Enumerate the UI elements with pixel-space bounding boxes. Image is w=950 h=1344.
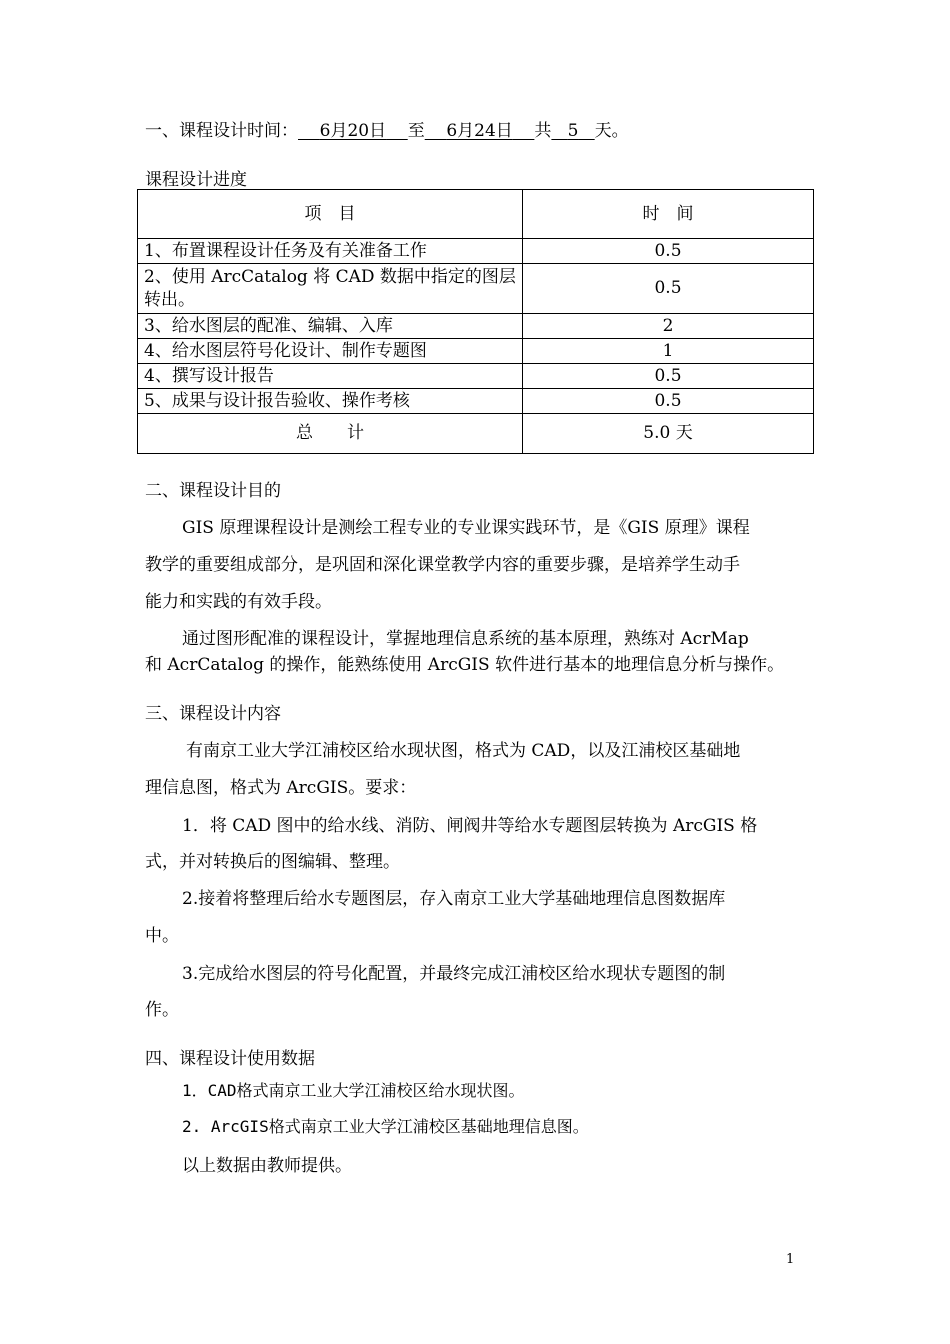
table-cell-item: 2、使用 ArcCatalog 将 CAD 数据中指定的图层转出。 [138, 264, 523, 314]
table-cell-item: 1、布置课程设计任务及有关准备工作 [138, 239, 523, 264]
table-cell-time: 0.5 [523, 389, 814, 414]
table-cell-item: 4、给水图层符号化设计、制作专题图 [138, 339, 523, 364]
schedule-days: 5 [567, 121, 579, 141]
table-cell-item: 5、成果与设计报告验收、操作考核 [138, 389, 523, 414]
table-cell-time: 0.5 [523, 364, 814, 389]
table-cell-item: 4、撰写设计报告 [138, 364, 523, 389]
data-source-note: 以上数据由教师提供。 [182, 1156, 352, 1176]
schedule-prefix: 一、课程设计时间： [145, 121, 298, 141]
data-item: 1．CAD格式南京工业大学江浦校区给水现状图。 [182, 1081, 525, 1100]
table-cell-item: 3、给水图层的配准、编辑、入库 [138, 314, 523, 339]
table-total-label: 总 计 [138, 414, 523, 454]
table-header-time: 时 间 [523, 190, 814, 239]
section3-intro-line: 理信息图，格式为 ArcGIS。要求： [145, 778, 417, 798]
progress-title: 课程设计进度 [145, 170, 247, 190]
table-cell-time: 2 [523, 314, 814, 339]
table-row [138, 389, 814, 414]
requirement-2-line: 2.接着将整理后给水专题图层，存入南京工业大学基础地理信息图数据库 [182, 889, 726, 909]
table-row [138, 339, 814, 364]
section2-p1-line: 能力和实践的有效手段。 [145, 592, 332, 612]
section2-p1-line: GIS 原理课程设计是测绘工程专业的专业课实践环节，是《GIS 原理》课程 [182, 518, 750, 538]
schedule-line [145, 116, 629, 141]
table-total-value: 5.0 天 [523, 414, 814, 454]
page-number: 1 [786, 1252, 795, 1267]
table-cell-time: 0.5 [523, 239, 814, 264]
progress-table [137, 189, 814, 454]
requirement-2-line: 中。 [145, 926, 179, 946]
table-row [138, 264, 814, 314]
table-cell-time: 0.5 [523, 264, 814, 314]
section3-intro-line: 有南京工业大学江浦校区给水现状图，格式为 CAD，以及江浦校区基础地 [186, 741, 741, 761]
table-row [138, 314, 814, 339]
schedule-to: 至 [407, 121, 425, 141]
section3-heading: 三、课程设计内容 [145, 704, 281, 724]
table-cell-time: 1 [523, 339, 814, 364]
section2-p2-line: 通过图形配准的课程设计，掌握地理信息系统的基本原理，熟练对 AcrMap [182, 629, 749, 649]
schedule-start-date: 6月20日 [319, 121, 387, 141]
requirement-1-line: 式，并对转换后的图编辑、整理。 [145, 852, 400, 872]
section2-heading: 二、课程设计目的 [145, 481, 281, 501]
data-item: 2. ArcGIS格式南京工业大学江浦校区基础地理信息图。 [182, 1117, 589, 1136]
requirement-3-line: 3.完成给水图层的符号化配置，并最终完成江浦校区给水现状专题图的制 [182, 964, 726, 984]
table-header-item: 项 目 [138, 190, 523, 239]
requirement-1-line: 1．将 CAD 图中的给水线、消防、闸阀井等给水专题图层转换为 ArcGIS 格 [182, 816, 758, 836]
section2-p2-line: 和 AcrCatalog 的操作，能熟练使用 ArcGIS 软件进行基本的地理信息分析与操作。 [145, 655, 785, 675]
section4-heading: 四、课程设计使用数据 [145, 1049, 315, 1069]
table-total-row [138, 414, 814, 454]
table-row [138, 364, 814, 389]
section2-p1-line: 教学的重要组成部分，是巩固和深化课堂教学内容的重要步骤，是培养学生动手 [145, 555, 740, 575]
table-row [138, 239, 814, 264]
table-header-row [138, 190, 814, 239]
schedule-total-label: 共 [534, 121, 552, 141]
schedule-end-date: 6月24日 [446, 121, 513, 141]
requirement-3-line: 作。 [145, 1000, 179, 1020]
schedule-suffix: 天。 [594, 121, 629, 141]
